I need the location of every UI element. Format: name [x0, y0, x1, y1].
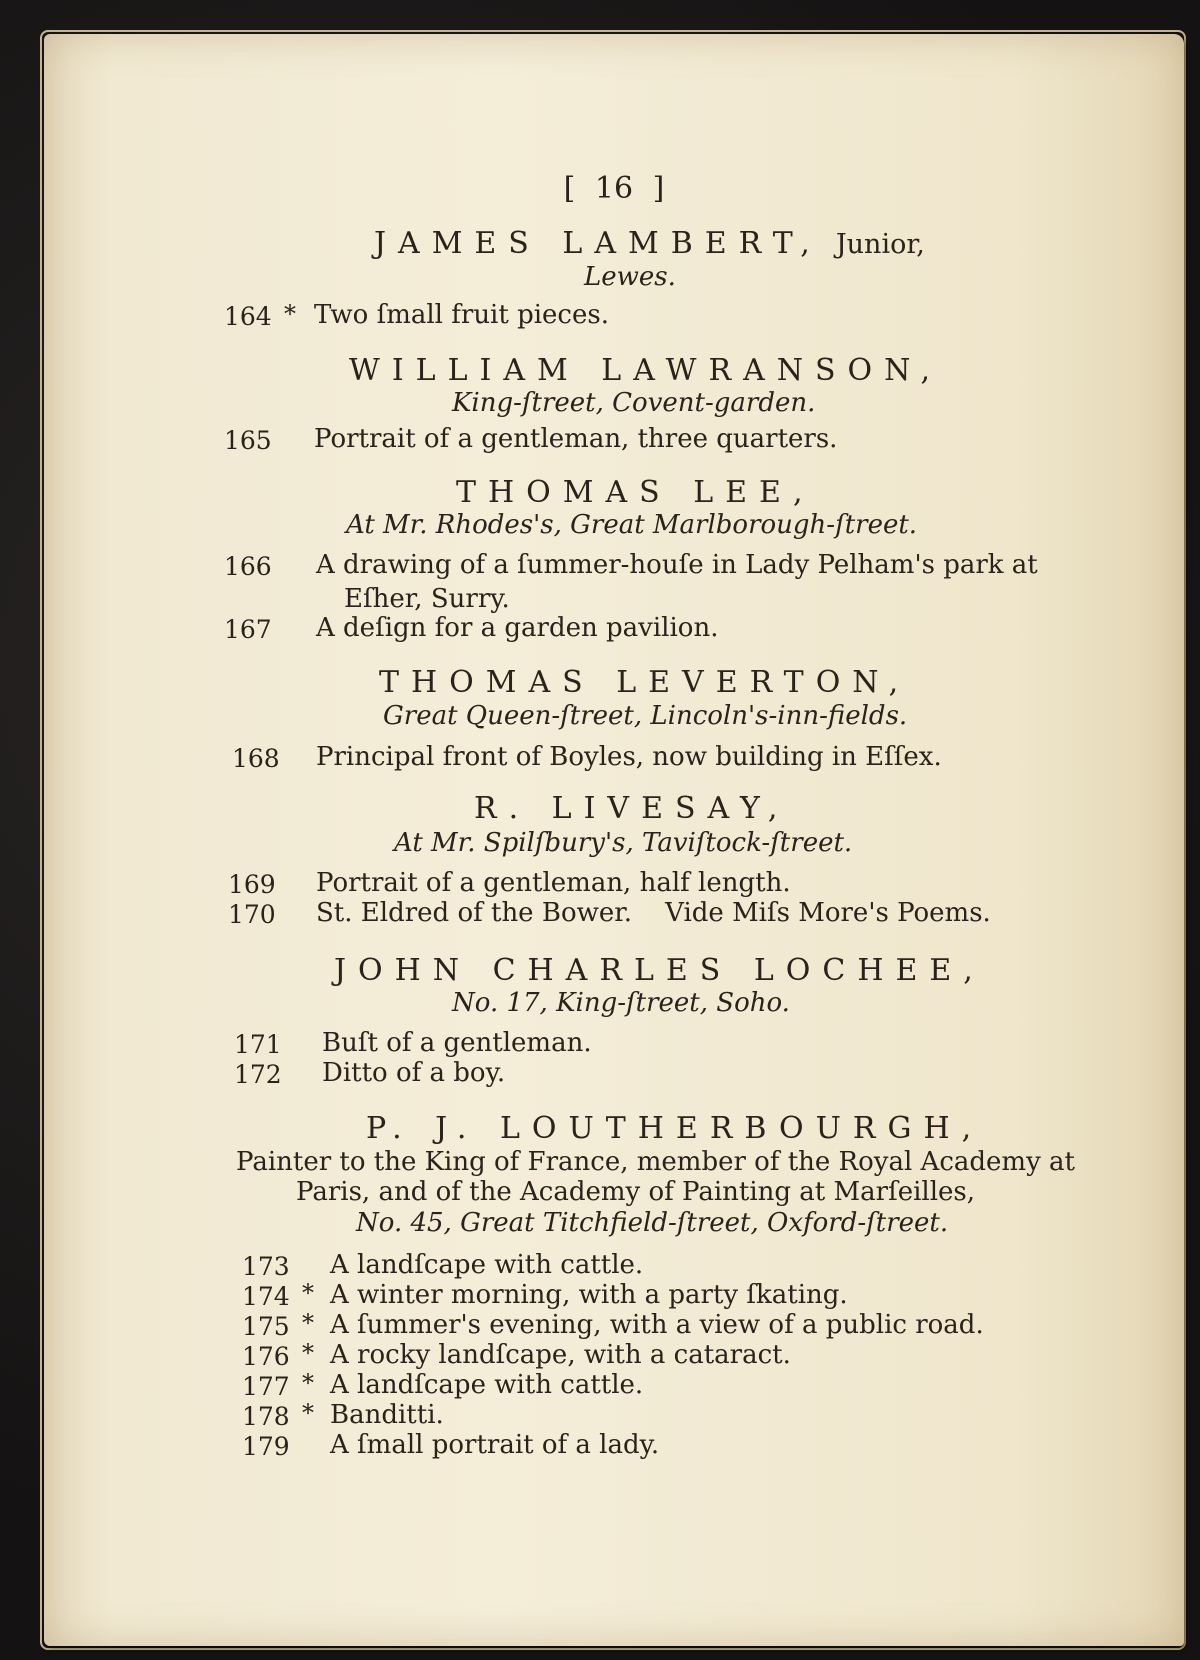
entry-title: Banditti.: [330, 1400, 444, 1430]
entry-title: Ditto of a boy.: [322, 1058, 506, 1088]
entry-title: Buſt of a gentleman.: [322, 1028, 592, 1058]
artist-address: At Mr. Spilſbury's, Taviſtock-ſtreet.: [394, 828, 853, 858]
catalogue-page: [44, 34, 1184, 1646]
entry-number: 165: [224, 426, 272, 455]
artist-address: King-ſtreet, Covent-garden.: [452, 388, 816, 418]
asterisk-mark: *: [302, 1339, 314, 1367]
entry-title: Two ſmall fruit pieces.: [314, 300, 609, 330]
artist-address: At Mr. Rhodes's, Great Marlborough-ſtreet.: [346, 510, 918, 540]
artist-name: JOHN CHARLES LOCHEE,: [334, 953, 985, 988]
entry-number: 171: [234, 1030, 282, 1059]
artist-name: R. LIVESAY,: [474, 791, 790, 826]
entry-number: 174: [242, 1282, 290, 1311]
entry-title: Portrait of a gentleman, half length.: [316, 868, 791, 898]
artist-name-suffix: Junior,: [835, 229, 925, 260]
entry-title: A landſcape with cattle.: [330, 1370, 644, 1400]
entry-number: 167: [224, 615, 272, 644]
entry-number: 166: [224, 552, 272, 581]
artist-name: JAMES LAMBERT, Junior,: [374, 226, 925, 261]
artist-name: THOMAS LEVERTON,: [379, 665, 911, 700]
entry-title: A landſcape with cattle.: [330, 1250, 644, 1280]
entry-number: 177: [242, 1372, 290, 1401]
artist-name: THOMAS LEE,: [456, 475, 815, 510]
asterisk-mark: *: [302, 1369, 314, 1397]
entry-number: 179: [242, 1432, 290, 1461]
asterisk-mark: *: [284, 300, 296, 328]
entry-title: A ſummer's evening, with a view of a public road.: [330, 1310, 984, 1340]
entry-title-continued: Eſher, Surry.: [344, 584, 510, 614]
artist-address: Great Queen-ſtreet, Lincoln's-inn-fields.: [383, 701, 908, 731]
artist-name: WILLIAM LAWRANSON,: [349, 353, 943, 388]
artist-description: Painter to the King of France, member of the Royal Academy at: [236, 1147, 1075, 1177]
asterisk-mark: *: [302, 1279, 314, 1307]
entry-title: A winter morning, with a party ſkating.: [330, 1280, 848, 1310]
asterisk-mark: *: [302, 1309, 314, 1337]
artist-description: Paris, and of the Academy of Painting at Marſeilles,: [296, 1177, 976, 1207]
page-folio: [ 16 ]: [563, 171, 665, 206]
entry-number: 173: [242, 1252, 290, 1281]
entry-title: A drawing of a ſummer-houſe in Lady Pelham's park at: [316, 550, 1038, 580]
entry-number: 170: [228, 900, 276, 929]
entry-number: 172: [234, 1060, 282, 1089]
entry-title: Portrait of a gentleman, three quarters.: [314, 424, 838, 454]
entry-number: 176: [242, 1342, 290, 1371]
entry-number: 169: [228, 870, 276, 899]
entry-number: 168: [232, 744, 280, 773]
entry-number: 164: [224, 302, 272, 331]
artist-address: No. 17, King-ſtreet, Soho.: [452, 988, 790, 1018]
artist-address: Lewes.: [584, 262, 676, 292]
entry-number: 178: [242, 1402, 290, 1431]
entry-title: Principal front of Boyles, now building in Eſſex.: [316, 742, 942, 772]
entry-title: A rocky landſcape, with a cataract.: [330, 1340, 791, 1370]
artist-name: P. J. LOUTHERBOURGH,: [366, 1111, 984, 1146]
page-text: [44, 34, 1184, 1646]
entry-title: A deſign for a garden pavilion.: [316, 613, 719, 643]
entry-title: St. Eldred of the Bower. Vide Miſs More's Poems.: [316, 898, 991, 928]
asterisk-mark: *: [302, 1399, 314, 1427]
artist-address: No. 45, Great Titchfield-ſtreet, Oxford-ſtreet.: [356, 1208, 949, 1238]
entry-title: A ſmall portrait of a lady.: [330, 1430, 660, 1460]
entry-number: 175: [242, 1312, 290, 1341]
